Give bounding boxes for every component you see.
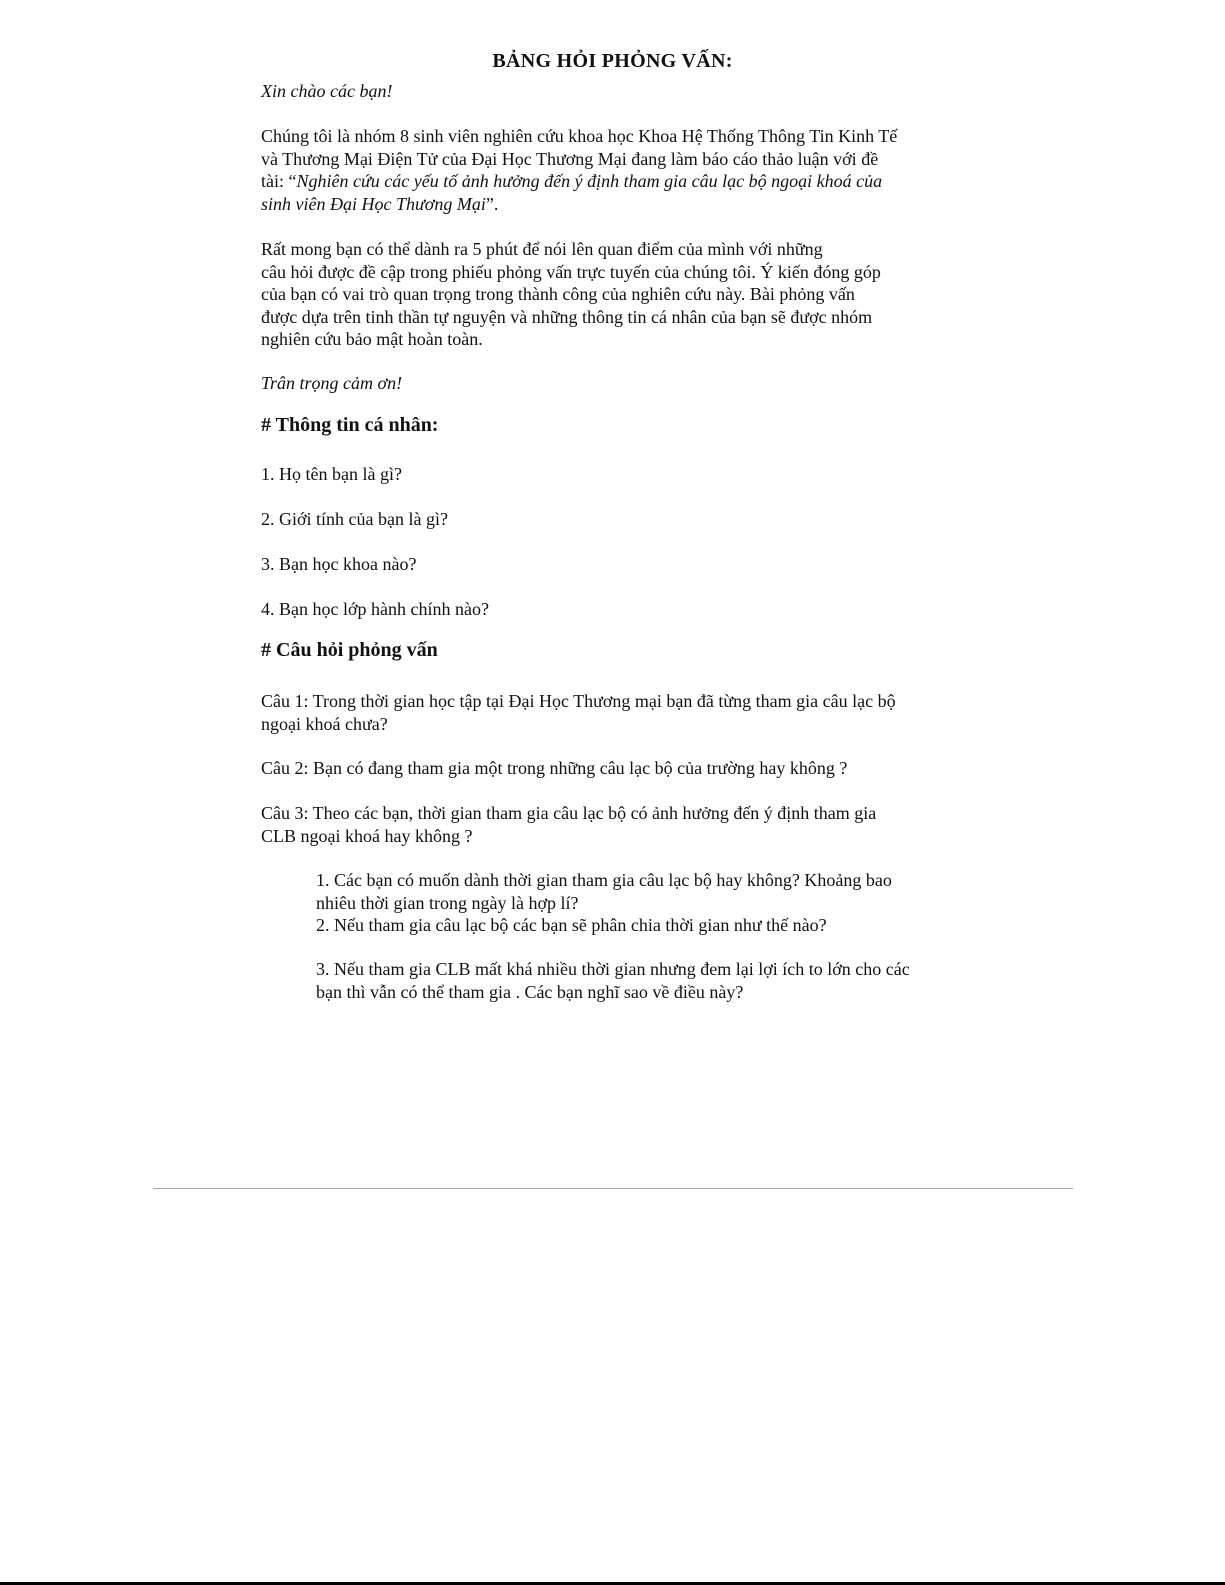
intro-prefix: tài: “ xyxy=(261,171,297,191)
request-line: câu hỏi được đề cập trong phiếu phỏng vấn trực tuyến của chúng tôi. Ý kiến đóng góp xyxy=(261,261,881,282)
question-line: ngoại khoá chưa? xyxy=(261,713,388,734)
page-divider xyxy=(153,1188,1073,1189)
research-topic-end: sinh viên Đại Học Thương Mại xyxy=(261,193,486,214)
sub-question-2: 2. Nếu tham gia câu lạc bộ các bạn sẽ phân chia thời gian như thế nào? xyxy=(316,915,827,935)
personal-question-1: 1. Họ tên bạn là gì? xyxy=(261,464,402,484)
document-title: BẢNG HỎI PHỎNG VẤN: xyxy=(492,50,733,72)
personal-question-4: 4. Bạn học lớp hành chính nào? xyxy=(261,599,489,619)
sub-question-line: 3. Nếu tham gia CLB mất khá nhiều thời gian nhưng đem lại lợi ích to lớn cho các xyxy=(316,959,910,979)
request-line: của bạn có vai trò quan trọng trong thành công của nghiên cứu này. Bài phỏng vấn xyxy=(261,284,855,304)
request-line: Rất mong bạn có thể dành ra 5 phút để nói lên quan điểm của mình với những xyxy=(261,239,823,259)
sub-question-1 xyxy=(316,869,976,937)
interview-question-2: Câu 2: Bạn có đang tham gia một trong những câu lạc bộ của trường hay không ? xyxy=(261,758,848,778)
question-line: Câu 3: Theo các bạn, thời gian tham gia câu lạc bộ có ảnh hưởng đến ý định tham gia xyxy=(261,803,877,823)
intro-line xyxy=(261,193,961,216)
thanks-line: Trân trọng cảm ơn! xyxy=(261,373,403,393)
interview-question-3 xyxy=(261,802,961,847)
question-line: CLB ngoại khoá hay không ? xyxy=(261,825,473,846)
question-line: Câu 1: Trong thời gian học tập tại Đại Học Thương mại bạn đã từng tham gia câu lạc bộ xyxy=(261,691,896,711)
personal-question-3: 3. Bạn học khoa nào? xyxy=(261,554,417,574)
intro-paragraph xyxy=(261,125,961,215)
greeting: Xin chào các bạn! xyxy=(261,81,393,101)
sub-question-line: 1. Các bạn có muốn dành thời gian tham gia câu lạc bộ hay không? Khoảng bao xyxy=(316,870,892,890)
personal-info-heading: # Thông tin cá nhân: xyxy=(261,414,439,436)
sub-question-line: nhiêu thời gian trong ngày là hợp lí? xyxy=(316,892,579,913)
sub-question-line: bạn thì vẫn có thể tham gia . Các bạn nghĩ sao về điều này? xyxy=(316,981,744,1002)
sub-question-3 xyxy=(316,958,976,1003)
request-paragraph xyxy=(261,238,961,351)
research-topic: Nghiên cứu các yếu tố ảnh hưởng đến ý định tham gia câu lạc bộ ngoại khoá của xyxy=(296,171,883,191)
interview-heading: # Câu hỏi phỏng vấn xyxy=(261,639,438,661)
intro-line: Chúng tôi là nhóm 8 sinh viên nghiên cứu khoa học Khoa Hệ Thống Thông Tin Kinh Tế xyxy=(261,126,898,146)
intro-line: và Thương Mại Điện Tử của Đại Học Thương Mại đang làm báo cáo thảo luận với đề xyxy=(261,148,879,169)
request-line: nghiên cứu bảo mật hoàn toàn. xyxy=(261,329,483,349)
personal-question-2: 2. Giới tính của bạn là gì? xyxy=(261,509,448,529)
intro-line xyxy=(261,170,961,193)
intro-suffix: ”. xyxy=(485,193,499,214)
interview-question-1 xyxy=(261,690,961,735)
request-line: được dựa trên tinh thần tự nguyện và những thông tin cá nhân của bạn sẽ được nhóm xyxy=(261,306,873,327)
